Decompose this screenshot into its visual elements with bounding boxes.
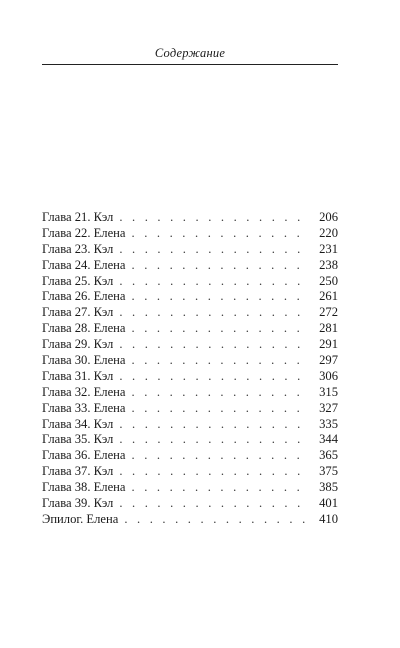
header-rule xyxy=(42,64,338,65)
dot-leader xyxy=(132,480,306,496)
toc-entry-chapter-28 xyxy=(42,321,338,337)
toc-entry-chapter-31 xyxy=(42,369,338,385)
toc-entry-chapter-33 xyxy=(42,401,338,417)
toc-entry-page: 385 xyxy=(319,480,338,495)
toc-entry-title: Глава 37. Кэл xyxy=(42,464,114,479)
dot-leader xyxy=(119,496,306,512)
toc-entry-page: 375 xyxy=(319,464,338,479)
table-of-contents xyxy=(42,210,338,528)
toc-entry-chapter-24 xyxy=(42,258,338,274)
toc-entry-page: 231 xyxy=(319,241,338,256)
dot-leader xyxy=(119,464,306,480)
toc-entry-chapter-27 xyxy=(42,305,338,321)
toc-entry-chapter-30 xyxy=(42,353,338,369)
toc-entry-chapter-26 xyxy=(42,289,338,305)
dot-leader xyxy=(119,274,306,290)
toc-entry-title: Глава 22. Елена xyxy=(42,225,126,240)
toc-entry-title: Глава 21. Кэл xyxy=(42,210,114,224)
toc-entry-chapter-29 xyxy=(42,337,338,353)
toc-entry-title: Глава 35. Кэл xyxy=(42,432,114,447)
toc-entry-page: 238 xyxy=(319,257,338,272)
dot-leader xyxy=(132,353,306,369)
toc-entry-title: Глава 33. Елена xyxy=(42,400,126,415)
dot-leader xyxy=(119,210,306,226)
dot-leader xyxy=(132,289,306,305)
toc-entry-page: 365 xyxy=(319,448,338,463)
toc-entry-page: 335 xyxy=(319,416,338,431)
toc-entry-title: Эпилог. Елена xyxy=(42,511,119,526)
toc-entry-page: 344 xyxy=(319,432,338,447)
dot-leader xyxy=(119,305,306,321)
toc-entry-chapter-38 xyxy=(42,480,338,496)
dot-leader xyxy=(119,337,306,353)
toc-entry-epilogue xyxy=(42,512,338,528)
toc-entry-chapter-22 xyxy=(42,226,338,242)
dot-leader xyxy=(124,512,306,528)
toc-entry-chapter-32 xyxy=(42,385,338,401)
toc-entry-title: Глава 30. Елена xyxy=(42,353,126,368)
toc-entry-title: Глава 25. Кэл xyxy=(42,273,114,288)
toc-entry-title: Глава 29. Кэл xyxy=(42,337,114,352)
toc-entry-page: 401 xyxy=(319,496,338,511)
dot-leader xyxy=(119,242,306,258)
dot-leader xyxy=(119,417,306,433)
toc-entry-chapter-37 xyxy=(42,464,338,480)
toc-entry-title: Глава 27. Кэл xyxy=(42,305,114,320)
toc-entry-page: 410 xyxy=(319,511,338,526)
running-header: Содержание xyxy=(154,46,226,60)
toc-entry-page: 315 xyxy=(319,384,338,399)
toc-entry-page: 297 xyxy=(319,353,338,368)
dot-leader xyxy=(132,448,306,464)
toc-entry-page: 306 xyxy=(319,368,338,383)
dot-leader xyxy=(132,401,306,417)
dot-leader xyxy=(132,258,306,274)
toc-entry-title: Глава 36. Елена xyxy=(42,448,126,463)
toc-entry-chapter-39 xyxy=(42,496,338,512)
dot-leader xyxy=(132,226,306,242)
toc-entry-title: Глава 23. Кэл xyxy=(42,241,114,256)
toc-entry-page: 291 xyxy=(319,337,338,352)
toc-entry-title: Глава 32. Елена xyxy=(42,384,126,399)
toc-entry-chapter-36 xyxy=(42,448,338,464)
toc-entry-chapter-34 xyxy=(42,417,338,433)
toc-entry-title: Глава 34. Кэл xyxy=(42,416,114,431)
toc-entry-page: 220 xyxy=(319,225,338,240)
toc-entry-page: 261 xyxy=(319,289,338,304)
dot-leader xyxy=(132,321,306,337)
toc-entry-title: Глава 31. Кэл xyxy=(42,368,114,383)
toc-entry-title: Глава 38. Елена xyxy=(42,480,126,495)
toc-entry-page: 281 xyxy=(319,321,338,336)
toc-entry-chapter-23 xyxy=(42,242,338,258)
dot-leader xyxy=(119,369,306,385)
toc-entry-page: 206 xyxy=(319,210,338,224)
toc-entry-title: Глава 26. Елена xyxy=(42,289,126,304)
toc-entry-page: 250 xyxy=(319,273,338,288)
toc-entry-chapter-25 xyxy=(42,274,338,290)
toc-entry-chapter-21 xyxy=(42,210,338,226)
toc-entry-page: 272 xyxy=(319,305,338,320)
toc-entry-chapter-35 xyxy=(42,432,338,448)
toc-entry-title: Глава 39. Кэл xyxy=(42,496,114,511)
toc-entry-page: 327 xyxy=(319,400,338,415)
dot-leader xyxy=(132,385,306,401)
dot-leader xyxy=(119,432,306,448)
toc-entry-title: Глава 24. Елена xyxy=(42,257,126,272)
toc-entry-title: Глава 28. Елена xyxy=(42,321,126,336)
